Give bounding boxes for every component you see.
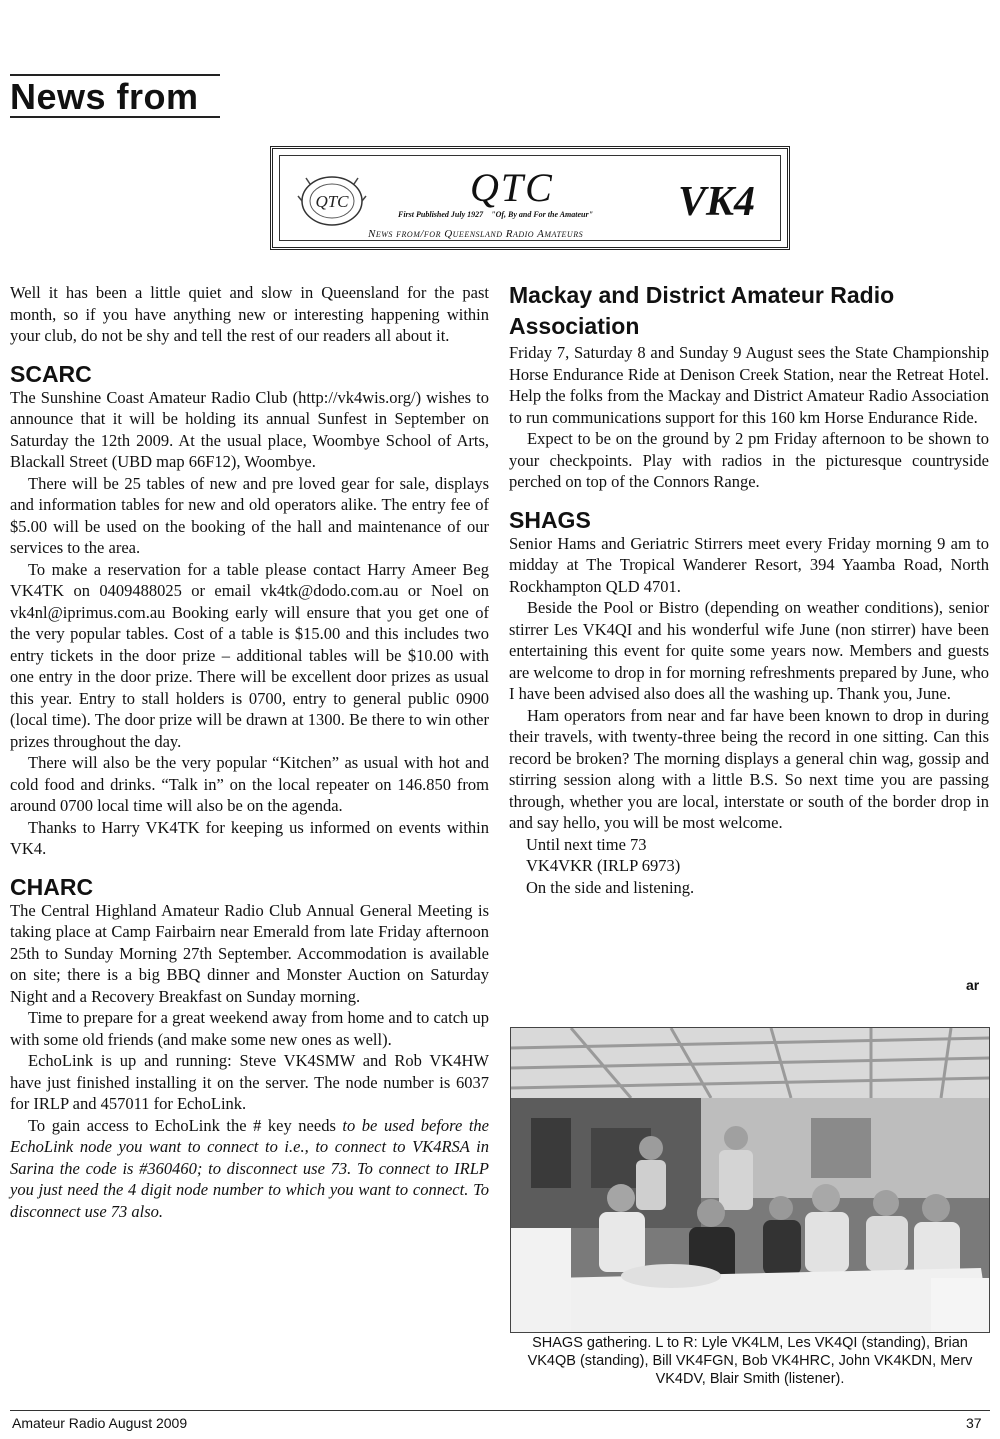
shags-paragraph-2: Beside the Pool or Bistro (depending on weather conditions), senior stirrer Les VK4QI and his wonderful wife June (non stirrer) have been entertaining this event for quite some years now. Members and guests are welcome to drop in for morning refreshments prepared by June, who I have been advised also does all the washing up. Thank you, June.: [509, 598, 989, 703]
footer-rule: [10, 1410, 990, 1411]
banner-inner-frame: [279, 155, 781, 241]
scarc-paragraph-4: There will also be the very popular “Kitchen” as usual with hot and cold food and drinks. “Talk in” on the local repeater on 146.850 from around 0700 local time will also be on the agenda.: [10, 753, 489, 815]
scarc-paragraph-2: There will be 25 tables of new and pre loved gear for sale, displays and information tables for new and old operators alike. The entry fee of $5.00 will be used on the booking of the hall and maintenance of our services to the area.: [10, 473, 489, 557]
charc-heading: CHARC: [10, 873, 94, 900]
shags-signoff-3: On the side and listening.: [526, 877, 695, 897]
banner-subtitle: News from/for Queensland Radio Amateurs: [368, 228, 584, 240]
charc-paragraph-1: The Central Highland Amateur Radio Club Annual General Meeting is taking place at Camp Fairbairn near Emerald from late Friday afternoon 25th to Sunday Morning 27th September. Accommodation is available on site; there is a big BBQ dinner and Monster Auction on Saturday Night and a Recovery Breakfast on Sunday morning.: [10, 900, 489, 1006]
shags-signoff-2: VK4VKR (IRLP 6973): [526, 856, 681, 875]
charc-paragraph-3: EchoLink is up and running: Steve VK4SMW and Rob VK4HW have just finished installing it on the server. The node number is 6037 for IRLP and 457011 for EchoLink.: [10, 1051, 489, 1113]
logo-text: QTC: [315, 192, 349, 211]
shags-photo: [510, 1027, 990, 1333]
scarc-paragraph-1: The Sunshine Coast Amateur Radio Club (http://vk4wis.org/) wishes to announce that it will be holding its annual Sunfest in September on Saturday the 12th 2009. At the usual place, Woombye School of Arts, Blackall Street (UBD map 66F12), Woombye.: [10, 387, 489, 471]
right-column: [509, 280, 989, 898]
photo-caption: SHAGS gathering. L to R: Lyle VK4LM, Les VK4QI (standing), Brian VK4QB (standing), Bill VK4FGN, Bob VK4HRC, John VK4KDN, Merv VK4DV, Blair Smith (listener).: [527, 1335, 973, 1387]
shags-paragraph-3: Ham operators from near and far have been known to drop in during their travels, with twenty-three being the record in one sitting. Can this record be broken? The morning displays a general chin wag, gossip and stirring session along with a little B.S. So next time you are passing through, whether you are local, interstate or south of the border drop in and say hello, you will be most welcome.: [509, 705, 989, 832]
scarc-heading: SCARC: [10, 360, 92, 387]
mackay-heading: Mackay and District Amateur Radio Association: [509, 282, 895, 339]
article-end-mark: ar: [966, 977, 980, 993]
shags-heading: SHAGS: [509, 506, 591, 533]
banner-tagline: [398, 210, 593, 219]
banner-region: VK4: [678, 179, 756, 225]
tagline-published: First Published July 1927: [398, 210, 484, 219]
charc-paragraph-4: [10, 1115, 489, 1223]
scarc-paragraph-5: Thanks to Harry VK4TK for keeping us informed on events within VK4.: [10, 817, 489, 858]
shags-paragraph-1: Senior Hams and Geriatric Stirrers meet every Friday morning 9 am to midday at The Tropical Wanderer Resort, 394 Yaamba Road, North Rockhampton QLD 4701.: [509, 533, 989, 596]
mackay-paragraph-1: Friday 7, Saturday 8 and Sunday 9 August sees the State Championship Horse Endurance Ride at Denison Creek Station, near the Retreat Hotel. Help the folks from the Mackay and District Amateur Radio Association to run communications support for this 160 km Horse Endurance Ride.: [509, 343, 989, 427]
charc-paragraph-2: Time to prepare for a great weekend away from home and to catch up with some old friends (and make some new ones as well).: [10, 1008, 489, 1049]
footer-publication: Amateur Radio August 2009: [12, 1415, 188, 1431]
photo-illustration: [511, 1028, 990, 1333]
shags-signoff-1: Until next time 73: [526, 834, 647, 854]
scarc-paragraph-3: To make a reservation for a table please contact Harry Ameer Beg VK4TK on 0409488025 or email vk4tk@dodo.com.au or Noel on vk4nl@iprimus.com.au Booking early will ensure that you get one of the very popular tables. Cost of a table is $15.00 and this includes two entry tickets in the door prize – additional tables will be $10.00 with one entry in the door prize. There will be excellent door prizes as usual this year. Entry to stall holders is 0700, entry to general public 0900 (local time). The door prize will be drawn at 1300. Be there to win other prizes throughout the day.: [10, 559, 489, 751]
charc-p4-italic: to be used before the EchoLink node you want to connect to i.e., to connect to VK4RSA in Sarina the code is #360460; to disconnect use 73. To connect to IRLP you just need the 4 digit node number to which you want to connect. To disconnect use 73 also.: [10, 1115, 489, 1221]
intro-paragraph: Well it has been a little quiet and slow in Queensland for the past month, so if you have anything new or interesting happening within your club, do not be shy and tell the rest of our readers all about it.: [10, 283, 489, 345]
left-column: [10, 282, 489, 1222]
mackay-paragraph-2: Expect to be on the ground by 2 pm Friday afternoon to be shown to your checkpoints. Play with radios in the picturesque countryside perched on top of the Connors Range.: [509, 429, 989, 491]
page-number: 37: [966, 1415, 982, 1431]
tagline-motto: "Of, By and For the Amateur": [491, 210, 594, 219]
page-title: News from: [10, 76, 199, 117]
header-rule-bottom: [10, 116, 220, 118]
charc-p4-plain: To gain access to EchoLink the # key needs: [28, 1115, 343, 1135]
qtc-banner: [270, 146, 790, 250]
qtc-logo: [296, 170, 368, 232]
banner-title: QTC: [470, 165, 554, 210]
